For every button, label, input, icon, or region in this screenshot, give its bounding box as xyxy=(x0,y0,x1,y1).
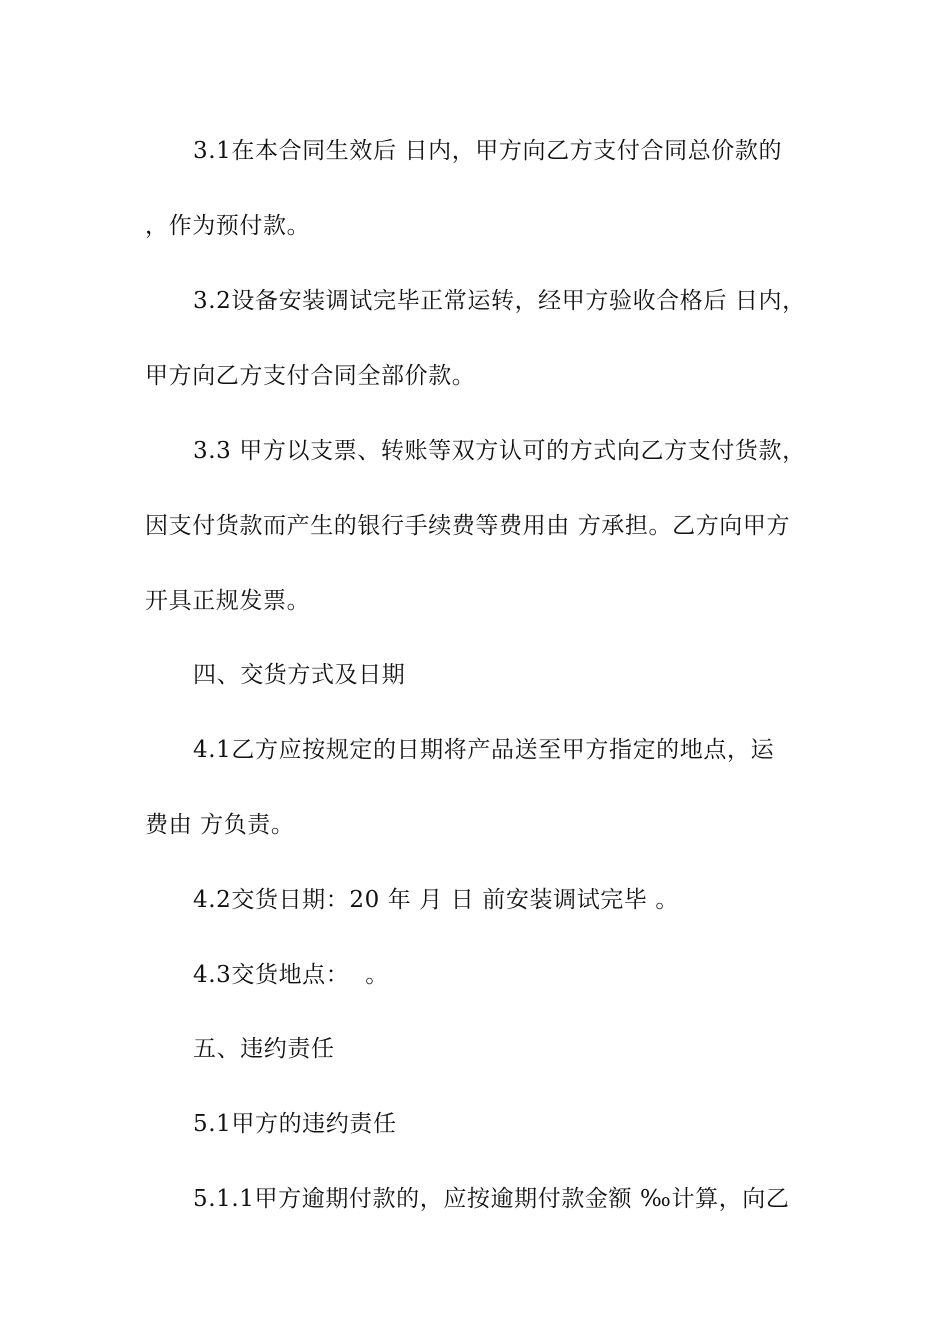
clause-4-3-line: 4.3交货地点： 。 xyxy=(193,962,389,988)
clause-4-1-line-2: 费由 方负责。 xyxy=(145,812,295,838)
clause-3-2-line-1: 3.2设备安装调试完毕正常运转，经甲方验收合格后 日内， xyxy=(193,288,806,314)
clause-3-2-line-2: 甲方向乙方支付合同全部价款。 xyxy=(145,363,476,389)
clause-3-1-line-2: ，作为预付款。 xyxy=(145,213,311,239)
section-5-heading: 五、违约责任 xyxy=(193,1036,335,1062)
clause-5-1-heading: 5.1甲方的违约责任 xyxy=(193,1111,397,1137)
clause-3-3-line-2: 因支付货款而产生的银行手续费等费用由 方承担。乙方向甲方 xyxy=(145,513,791,539)
clause-3-3-line-1: 3.3 甲方以支票、转账等双方认可的方式向乙方支付货款， xyxy=(193,438,806,464)
clause-4-1-line-1: 4.1乙方应按规定的日期将产品送至甲方指定的地点，运 xyxy=(193,737,775,763)
clause-5-1-1-line-1: 5.1.1甲方逾期付款的，应按逾期付款金额 ‰计算，向乙 xyxy=(193,1186,790,1212)
clause-3-3-line-3: 开具正规发票。 xyxy=(145,588,311,614)
section-4-heading: 四、交货方式及日期 xyxy=(193,662,406,688)
clause-3-1-line-1: 3.1在本合同生效后 日内，甲方向乙方支付合同总价款的 xyxy=(193,138,783,164)
clause-4-2-line: 4.2交货日期：20 年 月 日 前安装调试完毕 。 xyxy=(193,887,679,913)
